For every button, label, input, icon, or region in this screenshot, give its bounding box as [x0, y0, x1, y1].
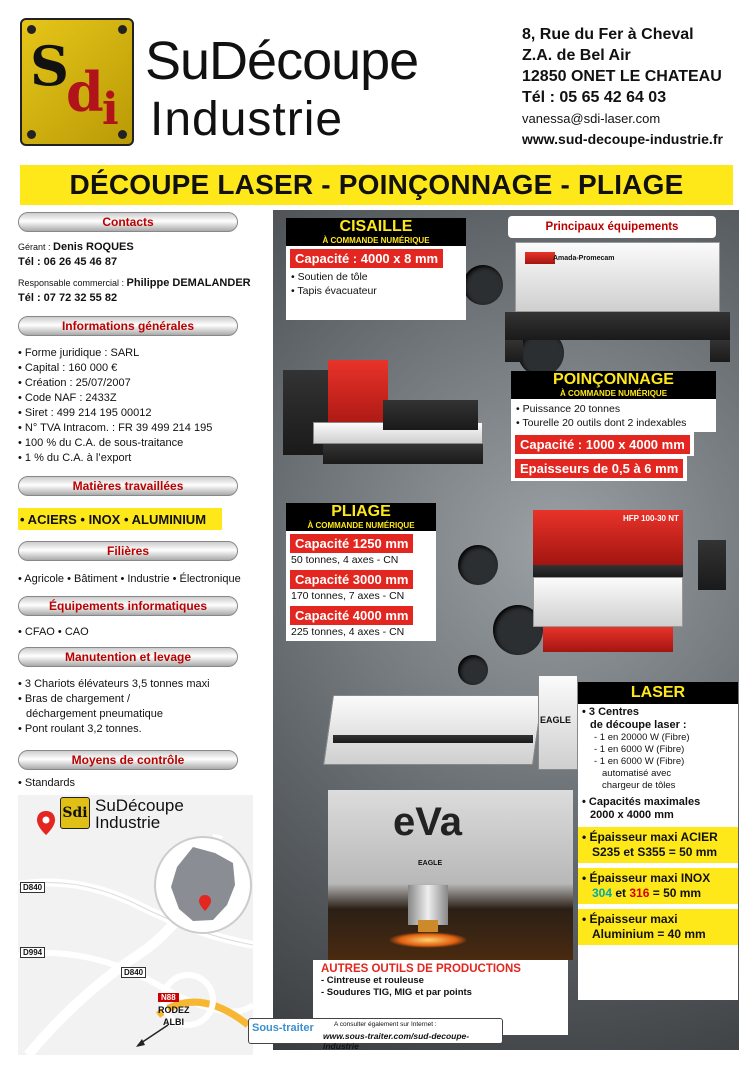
sous-traiter-logo: Sous-traiter — [252, 1022, 314, 1034]
website-link[interactable]: www.sud-decoupe-industrie.fr — [522, 131, 723, 147]
phone-number: Tél : 05 65 42 64 03 — [522, 89, 667, 106]
acier-thickness: • Épaisseur maxi ACIER S235 et S355 = 50 mm — [578, 827, 738, 863]
punch-hole — [463, 265, 503, 305]
shear-machine-image: Amada-Promecam — [505, 242, 730, 362]
list-item: - Cintreuse et rouleuse — [321, 975, 424, 986]
company-logo — [20, 18, 134, 146]
other-tools-title: AUTRES OUTILS DE PRODUCTIONS — [321, 963, 521, 975]
road-label: D994 — [20, 947, 45, 958]
shear-title: CISAILLE — [339, 218, 413, 235]
commercial-name: Philippe DEMALANDER — [126, 277, 251, 289]
map-logo: Sdi — [60, 797, 90, 829]
list-item: - 1 en 6000 W (Fibre) — [594, 756, 685, 767]
control-list: • Standards — [18, 777, 76, 789]
list-item: • Tourelle 20 outils dont 2 indexables — [516, 417, 687, 429]
laser-capacity-value: 2000 x 4000 mm — [590, 809, 674, 821]
sous-traiter-url[interactable]: www.sous-traiter.com/sud-decoupe-industrie — [323, 1031, 470, 1051]
list-item: • Tapis évacuateur — [291, 285, 377, 297]
punch-hole — [458, 545, 498, 585]
materials-highlight: • ACIERS • INOX • ALUMINIUM — [18, 508, 222, 530]
address-city: 12850 ONET LE CHATEAU — [522, 68, 722, 85]
bending-card — [286, 503, 436, 675]
bending-capacity-3: Capacité 4000 mm — [290, 606, 413, 625]
section-header-matieres: Matières travaillées — [18, 476, 238, 496]
list-item: automatisé avec — [602, 768, 672, 779]
section-header-filieres: Filières — [18, 541, 238, 561]
list-item: • Bras de chargement / — [18, 693, 131, 705]
punching-capacity: Capacité : 1000 x 4000 mm — [515, 435, 690, 454]
equipment-panel — [273, 210, 739, 1050]
list-item: • 1 % du C.A. à l’export — [18, 452, 132, 464]
gerant-phone: Tél : 06 26 45 46 87 — [18, 256, 118, 268]
bending-subtitle: À COMMANDE NUMÉRIQUE — [307, 521, 415, 530]
sous-traiter-badge[interactable] — [248, 1018, 503, 1051]
laser-centres: • 3 Centres — [582, 706, 640, 718]
road-label: D840 — [121, 967, 146, 978]
bending-title: PLIAGE — [331, 503, 391, 520]
bending-capacity-1: Capacité 1250 mm — [290, 534, 413, 553]
punching-thickness: Epaisseurs de 0,5 à 6 mm — [515, 459, 683, 478]
laser-card — [578, 682, 738, 1000]
logo-letter-s: S — [30, 34, 69, 98]
commercial-phone: Tél : 07 72 32 55 82 — [18, 292, 118, 304]
shear-capacity: Capacité : 4000 x 8 mm — [290, 249, 443, 268]
email-link[interactable]: vanessa@sdi-laser.com — [522, 111, 661, 126]
section-header-manutention: Manutention et levage — [18, 647, 238, 667]
bending-capacity-2: Capacité 3000 mm — [290, 570, 413, 589]
shear-card — [286, 218, 466, 320]
address-zone: Z.A. de Bel Air — [522, 47, 631, 64]
laser-machine-image: EAGLE — [328, 675, 578, 785]
destination-rodez: RODEZ — [158, 1005, 190, 1015]
list-item: - 1 en 6000 W (Fibre) — [594, 744, 685, 755]
list-item: • 3 Chariots élévateurs 3,5 tonnes maxi — [18, 678, 210, 690]
services-banner: DÉCOUPE LASER - POINÇONNAGE - PLIAGE — [20, 165, 733, 205]
road-label: D840 — [20, 882, 45, 893]
location-pin-icon — [36, 810, 56, 836]
list-item: chargeur de tôles — [602, 780, 676, 791]
sous-traiter-note: A consulter également sur Internet : — [334, 1021, 437, 1028]
logo-letter-i: i — [102, 84, 119, 135]
punching-card — [511, 371, 716, 499]
location-map[interactable] — [18, 795, 253, 1055]
main-equipment-label: Principaux équipements — [508, 216, 716, 238]
info-list — [18, 346, 212, 466]
list-item: • Siret : 499 214 195 00012 — [18, 407, 152, 419]
laser-head-image: eVa EAGLE — [328, 790, 573, 960]
list-item: • Soutien de tôle — [291, 271, 368, 283]
list-item: • N° TVA Intracom. : FR 39 499 214 195 — [18, 422, 213, 434]
list-item: - 1 en 20000 W (Fibre) — [594, 732, 690, 743]
logo-letter-d: d — [66, 60, 104, 124]
handling-list — [18, 677, 210, 737]
laser-title: LASER — [578, 682, 738, 704]
section-header-equipements: Équipements informatiques — [18, 596, 238, 616]
laser-capacity-title: • Capacités maximales — [582, 796, 701, 808]
map-brand: SuDécoupe Industrie — [95, 796, 184, 832]
france-map — [153, 835, 253, 935]
list-item: • 100 % du C.A. de sous-traitance — [18, 437, 184, 449]
company-address — [522, 24, 723, 150]
gerant-info: Gérant : Denis ROQUES Tél : 06 26 45 46 87 — [18, 241, 134, 268]
punching-subtitle: À COMMANDE NUMÉRIQUE — [559, 389, 668, 398]
section-header-contacts: Contacts — [18, 212, 238, 232]
section-header-controle: Moyens de contrôle — [18, 750, 238, 770]
list-item: • Pont roulant 3,2 tonnes. — [18, 723, 142, 735]
road-label-n88: N88 — [158, 993, 179, 1002]
sectors-list: • Agricole • Bâtiment • Industrie • Électronique — [18, 573, 241, 585]
list-item: déchargement pneumatique — [26, 708, 163, 720]
bending-spec-3: 225 tonnes, 4 axes - CN — [291, 626, 405, 638]
list-item: - Soudures TIG, MIG et par points — [321, 987, 472, 998]
address-street: 8, Rue du Fer à Cheval — [522, 26, 694, 43]
alu-thickness: • Épaisseur maxi Aluminium = 40 mm — [578, 909, 738, 945]
list-item: • Code NAF : 2433Z — [18, 392, 117, 404]
gerant-name: Denis ROQUES — [53, 241, 134, 253]
list-item: • Puissance 20 tonnes — [516, 403, 621, 415]
punch-machine-image — [283, 360, 493, 470]
brand-name-line2: Industrie — [150, 93, 344, 146]
list-item: • Forme juridique : SARL — [18, 347, 140, 359]
software-list: • CFAO • CAO — [18, 626, 89, 638]
bending-spec-2: 170 tonnes, 7 axes - CN — [291, 590, 405, 602]
commercial-info: Responsable commercial : Philippe DEMALANDER Tél : 07 72 32 55 82 — [18, 277, 251, 304]
press-brake-image: HFP 100-30 NT — [503, 510, 733, 665]
section-header-info: Informations générales — [18, 316, 238, 336]
laser-centres-2: de découpe laser : — [590, 719, 687, 731]
destination-albi: ALBI — [163, 1017, 184, 1027]
brand-name-line1: SuDécoupe — [145, 31, 419, 91]
punching-title: POINÇONNAGE — [553, 371, 674, 388]
inox-thickness: • Épaisseur maxi INOX 304 et 316 = 50 mm — [578, 868, 738, 904]
bending-spec-1: 50 tonnes, 4 axes - CN — [291, 554, 399, 566]
list-item: • Création : 25/07/2007 — [18, 377, 131, 389]
shear-subtitle: À COMMANDE NUMÉRIQUE — [322, 236, 430, 245]
list-item: • Capital : 160 000 € — [18, 362, 118, 374]
